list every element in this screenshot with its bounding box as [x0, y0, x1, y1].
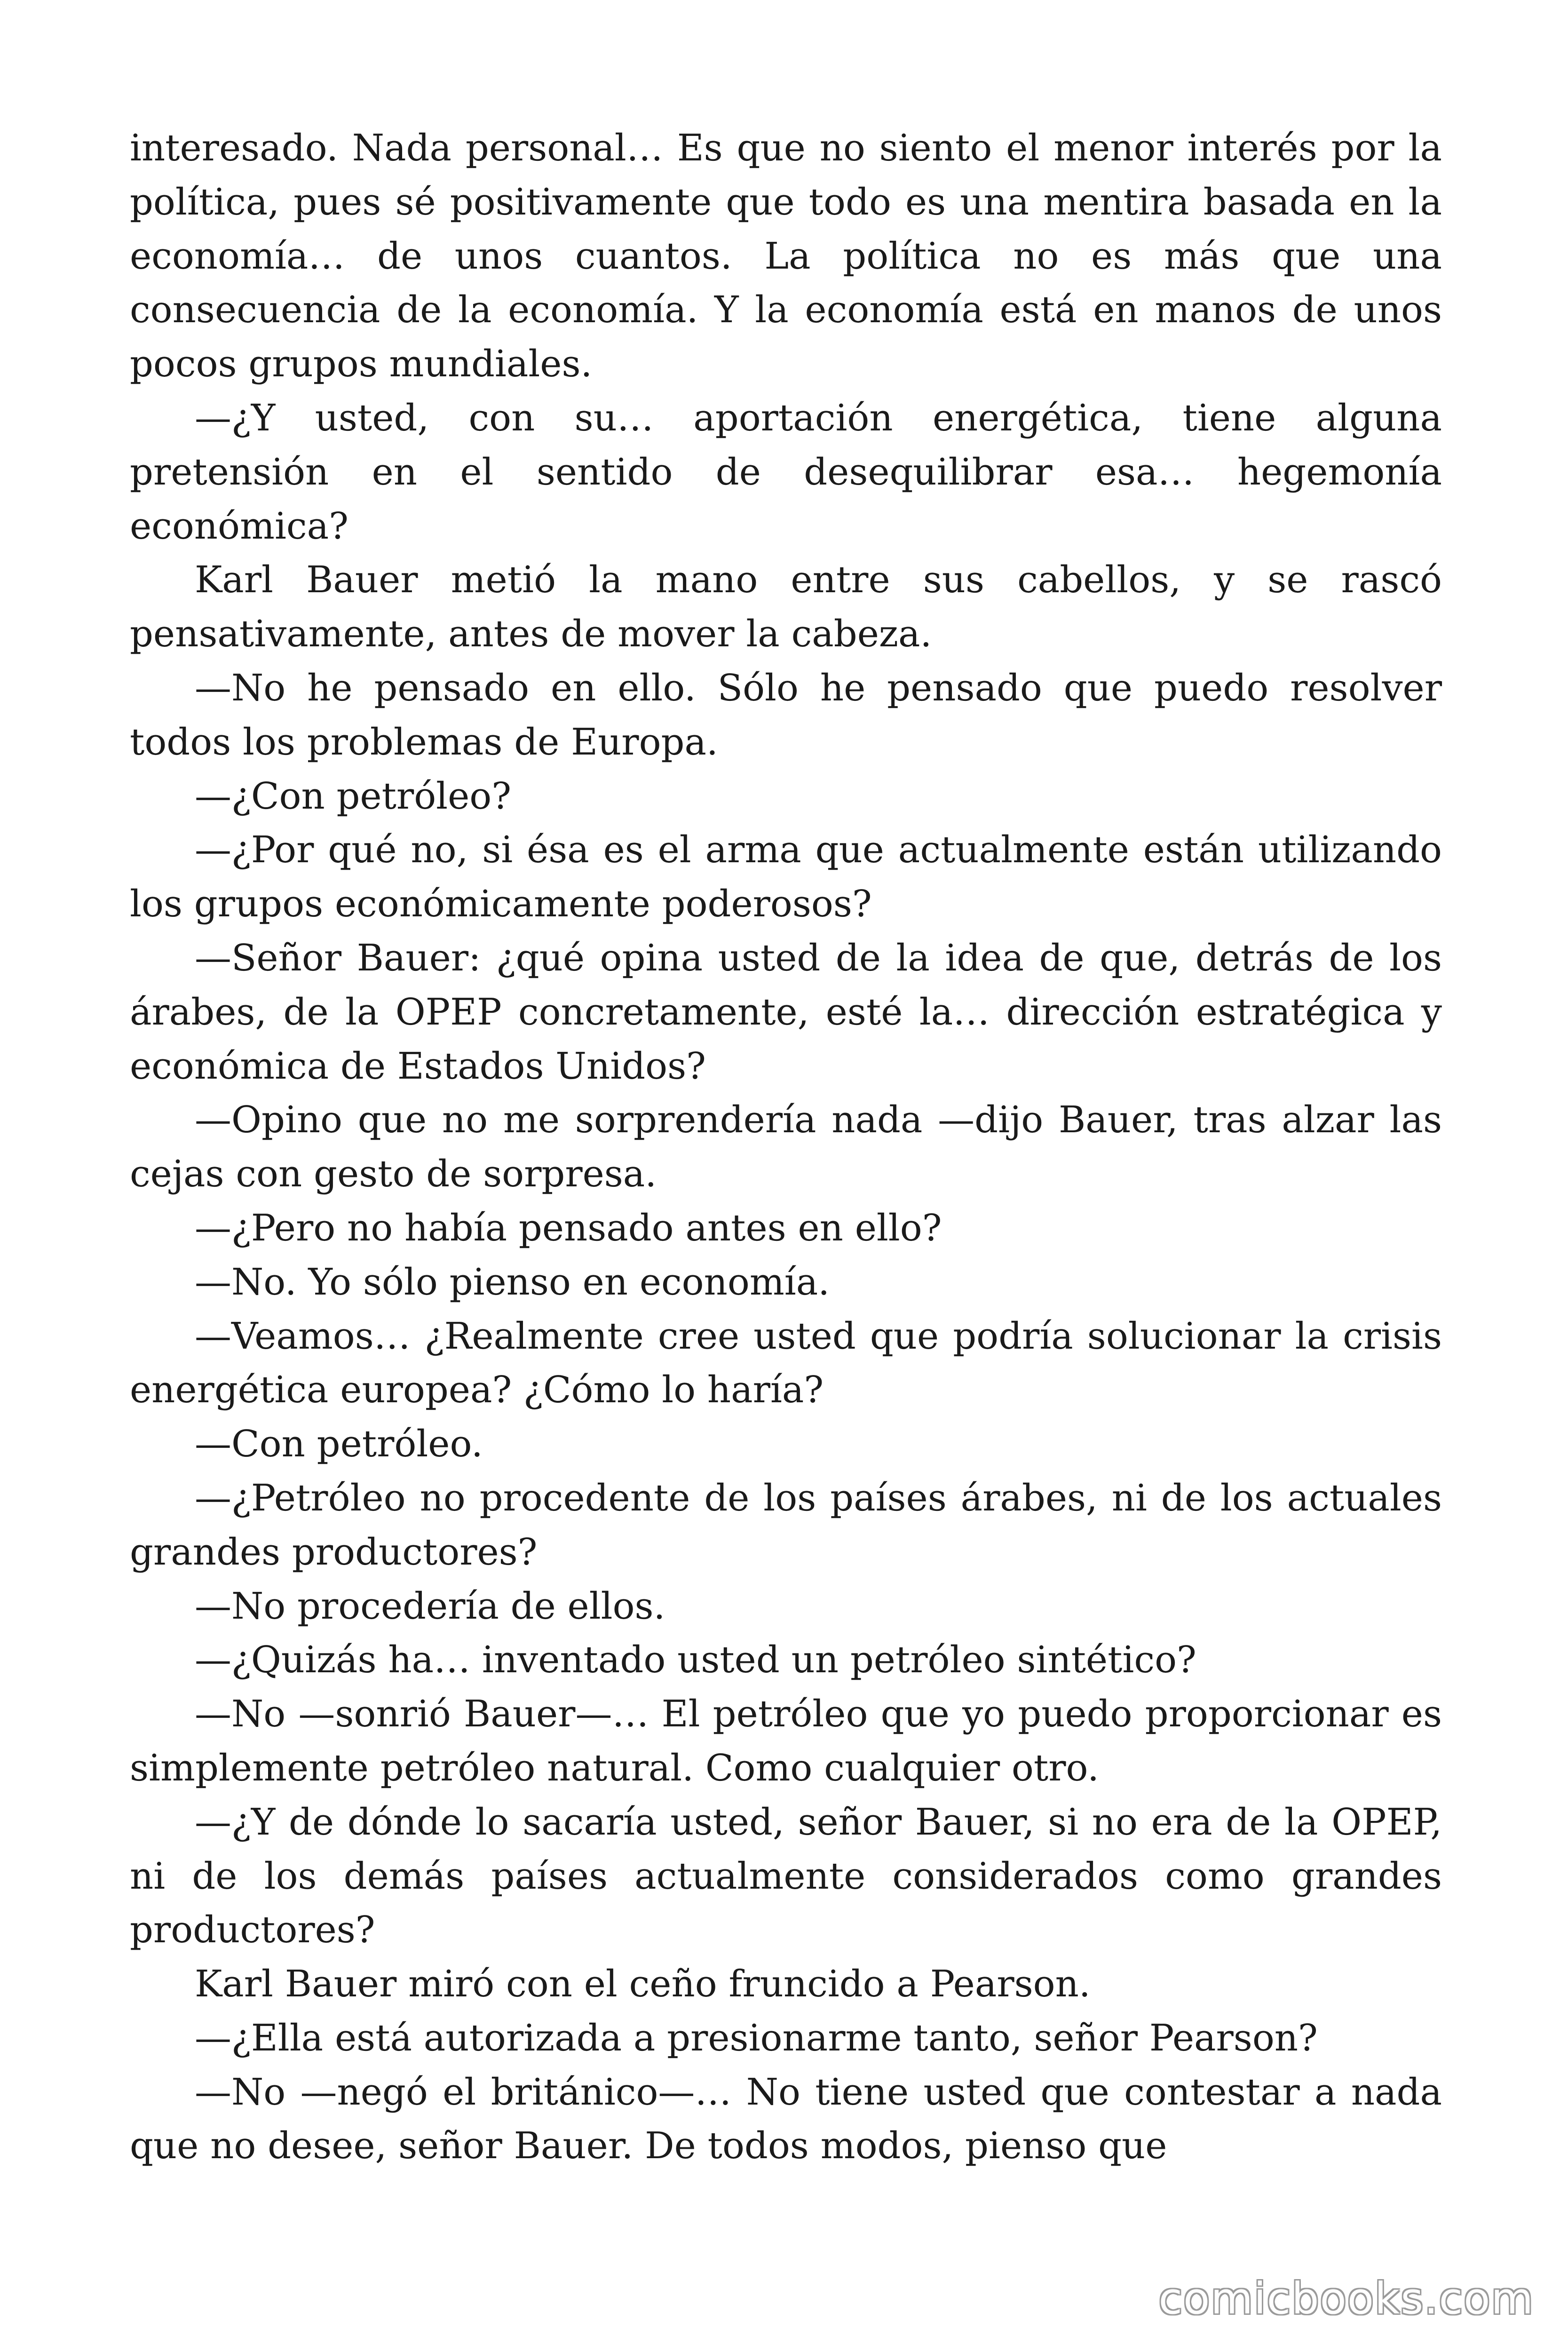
- watermark: comicbooks.com: [1158, 2273, 1534, 2324]
- paragraph: —¿Ella está autorizada a presionarme tanto, señor Pearson?: [195, 2017, 1318, 2059]
- paragraph: Karl Bauer metió la mano entre sus cabellos, y se rascó pensativamente, antes de mover la cabeza.: [130, 559, 1442, 656]
- paragraph: —Señor Bauer: ¿qué opina usted de la idea de que, detrás de los árabes, de la OPEP concretamente, esté la… dirección estratégica y económica de Estados Unidos?: [130, 937, 1442, 1088]
- paragraph: —No. Yo sólo pienso en economía.: [195, 1261, 830, 1303]
- paragraph: —¿Pero no había pensado antes en ello?: [195, 1207, 942, 1249]
- paragraph: —¿Por qué no, si ésa es el arma que actualmente están utilizando los grupos económicamente poderosos?: [130, 829, 1442, 926]
- paragraph: —No he pensado en ello. Sólo he pensado que puedo resolver todos los problemas de Europa.: [130, 667, 1442, 763]
- paragraph: —¿Con petróleo?: [195, 775, 512, 818]
- paragraph: interesado. Nada personal… Es que no siento el menor interés por la política, pues sé positivamente que todo es una mentira basada en la economía… de unos cuantos. La política no es más que una consecuencia de la economía. Y la economía está en manos de unos pocos grupos mundiales.: [130, 127, 1442, 386]
- paragraph: —¿Petróleo no procedente de los países árabes, ni de los actuales grandes productores?: [130, 1477, 1442, 1573]
- page-text: [130, 121, 1442, 2173]
- paragraph: Karl Bauer miró con el ceño fruncido a Pearson.: [195, 1963, 1091, 2006]
- paragraph: —¿Y usted, con su… aportación energética, tiene alguna pretensión en el sentido de desequilibrar esa… hegemonía económica?: [130, 397, 1442, 548]
- paragraph: —¿Quizás ha… inventado usted un petróleo sintético?: [195, 1639, 1196, 1682]
- paragraph: —No —sonrió Bauer—… El petróleo que yo puedo proporcionar es simplemente petróleo natural. Como cualquier otro.: [130, 1693, 1442, 1789]
- paragraph: —¿Y de dónde lo sacaría usted, señor Bauer, si no era de la OPEP, ni de los demás países actualmente considerados como grandes productores?: [130, 1801, 1442, 1952]
- paragraph: —No procedería de ellos.: [195, 1585, 665, 1628]
- paragraph: —Veamos… ¿Realmente cree usted que podría solucionar la crisis energética europea? ¿Cómo lo haría?: [130, 1315, 1442, 1412]
- paragraph: —Opino que no me sorprendería nada —dijo Bauer, tras alzar las cejas con gesto de sorpresa.: [130, 1099, 1442, 1196]
- paragraph: —Con petróleo.: [195, 1423, 483, 1466]
- paragraph: —No —negó el británico—… No tiene usted que contestar a nada que no desee, señor Bauer. De todos modos, pienso que: [130, 2071, 1442, 2168]
